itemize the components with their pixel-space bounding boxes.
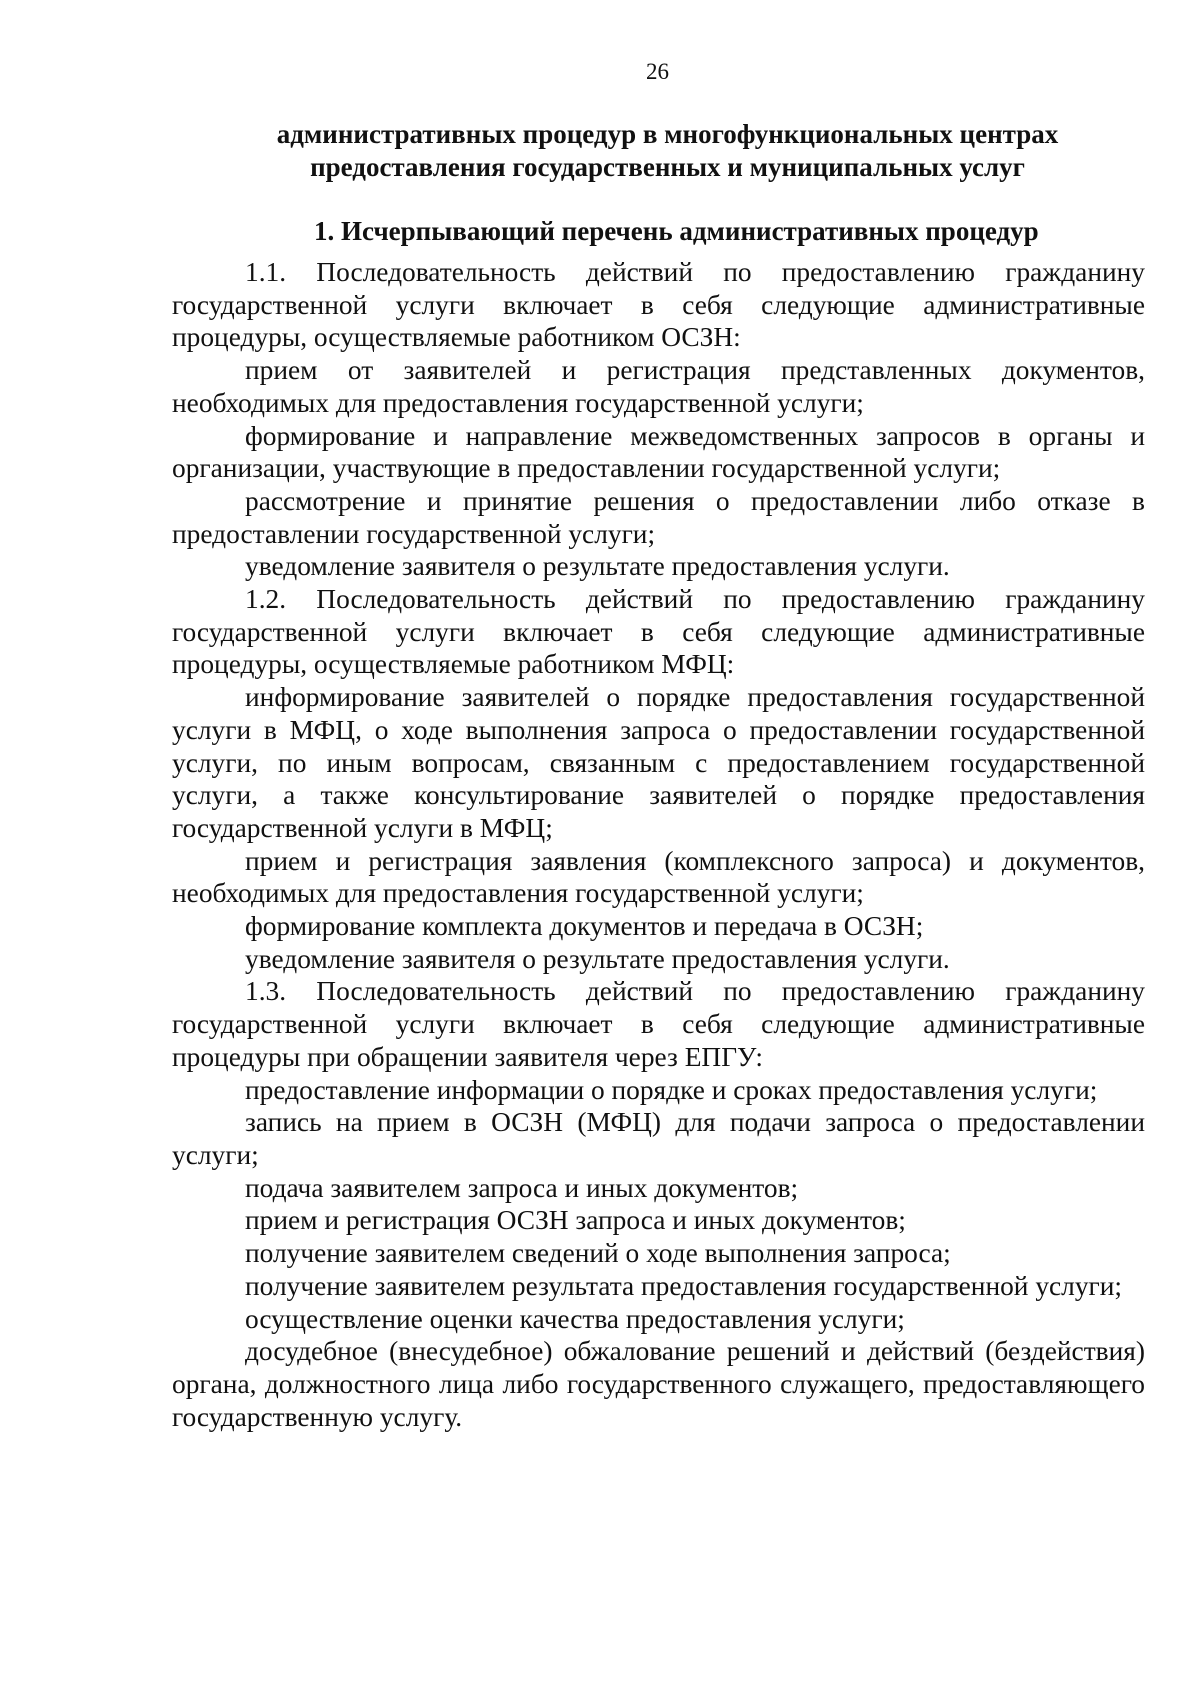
list-item: прием и регистрация заявления (комплексного запроса) и документов, необходимых для предоставления государственной услуги; <box>172 845 1145 909</box>
paragraph-1-2: 1.2. Последовательность действий по предоставлению гражданину государственной услуги включает в себя следующие административные процедуры, осуществляемые работником МФЦ: <box>172 584 1145 680</box>
list-item: рассмотрение и принятие решения о предоставлении либо отказе в предоставлении государственной услуги; <box>172 485 1145 549</box>
list-item: досудебное (внесудебное) обжалование решений и действий (бездействия) органа, должностного лица либо государственного служащего, предоставляющего государственную услугу. <box>172 1336 1145 1432</box>
list-item: формирование и направление межведомственных запросов в органы и организации, участвующие в предоставлении государственной услуги; <box>172 420 1145 484</box>
list-item: информирование заявителей о порядке предоставления государственной услуги в МФЦ, о ходе выполнения запроса о предоставлении государственной услуги, по иным вопросам, связанным с предоставлением государственной услуги, а также консультирование заявителей о порядке предоставления государственной услуги в МФЦ; <box>172 682 1145 843</box>
heading-line-2: предоставления государственных и муниципальных услуг <box>310 152 1025 182</box>
paragraph-1-1: 1.1. Последовательность действий по предоставлению гражданину государственной услуги включает в себя следующие административные процедуры, осуществляемые работником ОСЗН: <box>172 257 1145 353</box>
list-item: осуществление оценки качества предоставления услуги; <box>245 1303 905 1334</box>
list-item: прием и регистрация ОСЗН запроса и иных документов; <box>245 1205 906 1236</box>
section-title: 1. Исчерпывающий перечень административных процедур <box>314 216 1039 246</box>
paragraph-1-3: 1.3. Последовательность действий по предоставлению гражданину государственной услуги включает в себя следующие административные процедуры при обращении заявителя через ЕПГУ: <box>172 976 1145 1072</box>
page-number: 26 <box>646 59 669 84</box>
list-item: получение заявителем сведений о ходе выполнения запроса; <box>245 1238 951 1269</box>
list-item: подача заявителем запроса и иных документов; <box>245 1172 799 1203</box>
body-text <box>172 256 1145 1433</box>
list-item: предоставление информации о порядке и сроках предоставления услуги; <box>245 1074 1098 1105</box>
list-item: уведомление заявителя о результате предоставления услуги. <box>245 943 950 974</box>
list-item: формирование комплекта документов и передача в ОСЗН; <box>245 911 924 942</box>
list-item: запись на прием в ОСЗН (МФЦ) для подачи запроса о предоставлении услуги; <box>172 1107 1145 1170</box>
list-item: прием от заявителей и регистрация представленных документов, необходимых для предоставления государственной услуги; <box>172 355 1145 418</box>
heading-line-1: административных процедур в многофункциональных центрах <box>276 119 1059 149</box>
list-item: уведомление заявителя о результате предоставления услуги. <box>245 551 950 582</box>
list-item: получение заявителем результата предоставления государственной услуги; <box>245 1270 1123 1301</box>
